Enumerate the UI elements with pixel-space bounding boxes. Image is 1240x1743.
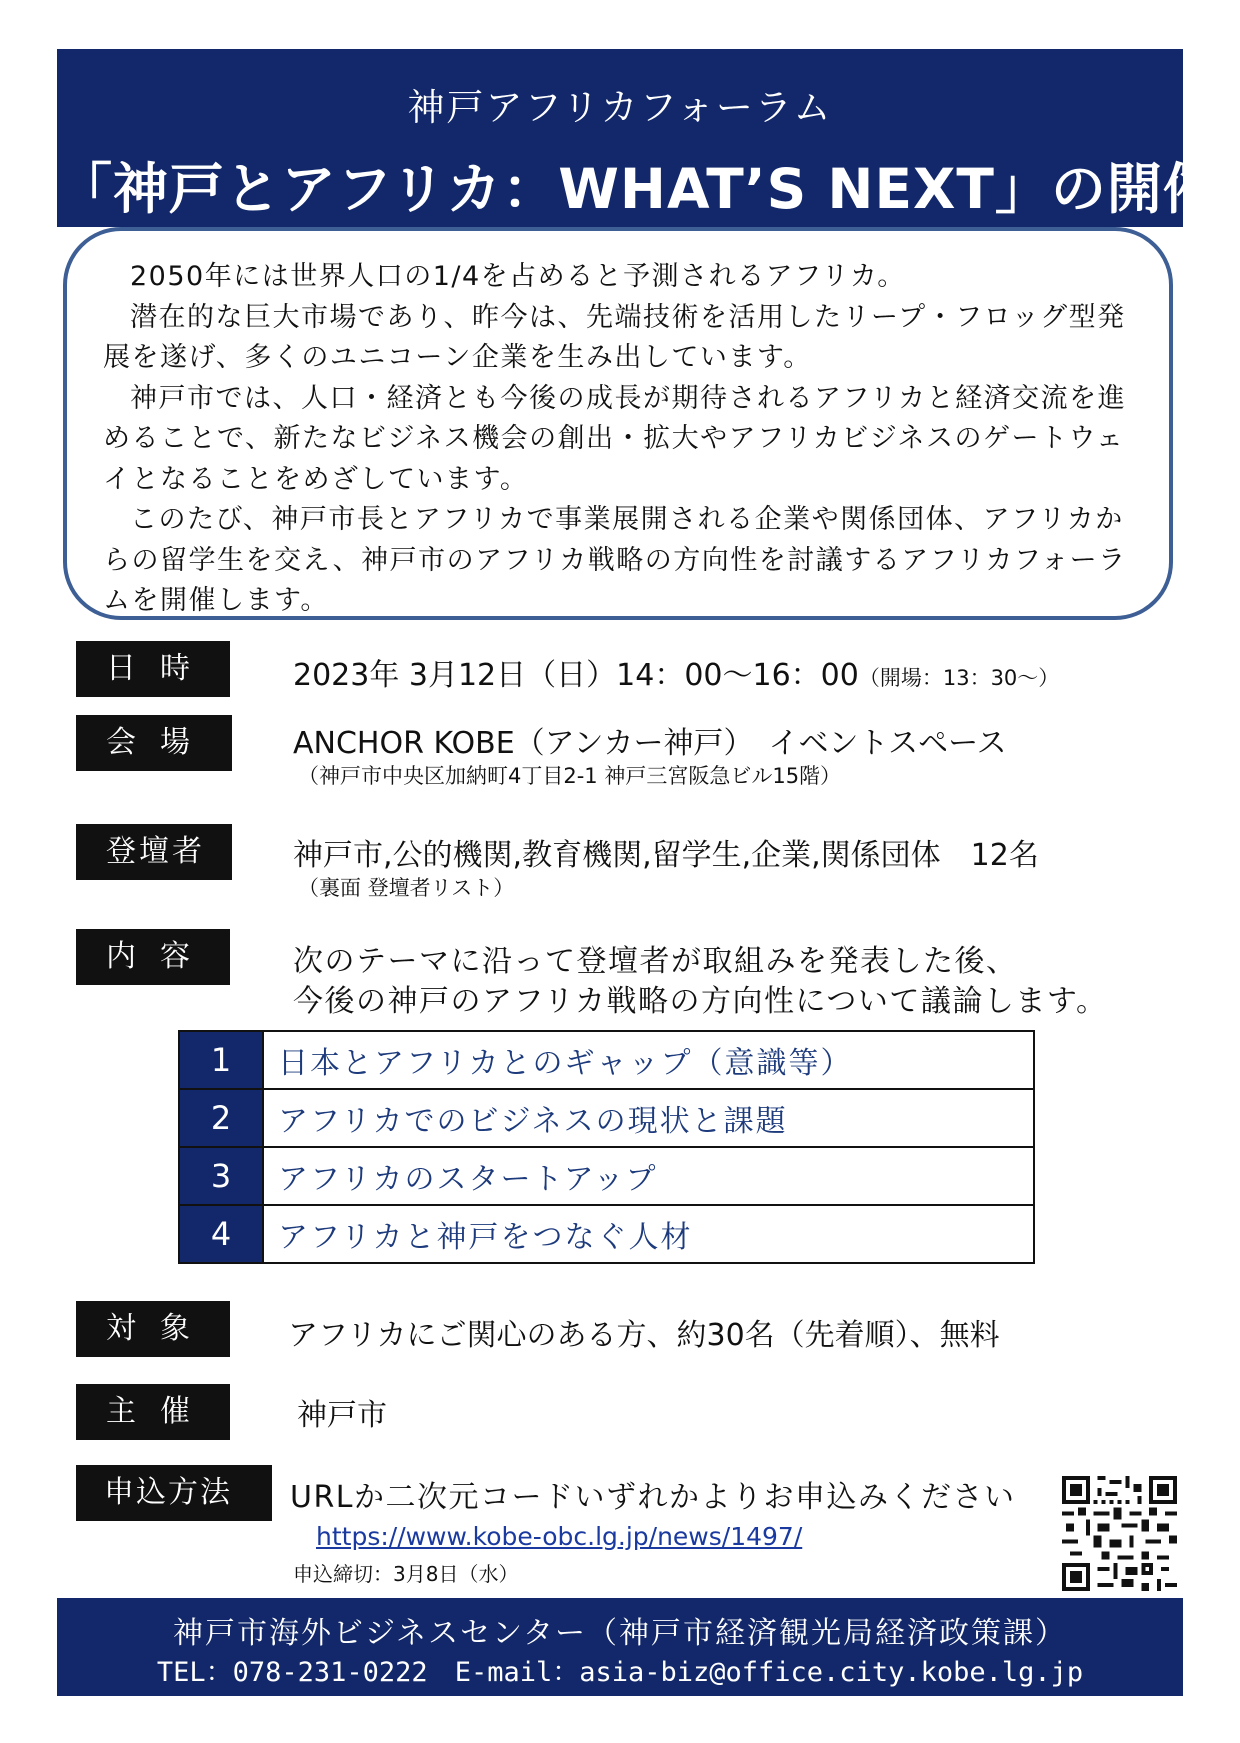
table-row [179, 1147, 1034, 1205]
topic-number: 1 [179, 1031, 263, 1089]
application-deadline: 申込締切：3月8日（水） [293, 1562, 519, 1586]
event-subtitle: 神戸アフリカフォーラム [407, 86, 833, 129]
intro-paragraph: このたび、神戸市長とアフリカで事業展開される企業や関係団体、アフリカからの留学生を交え、神戸市のアフリカ戦略の方向性を討議するアフリカフォーラムを開催します。 [103, 504, 1127, 616]
topic-number: 4 [179, 1205, 263, 1263]
apply-instruction: URLか二次元コードいずれかよりお申込みください [290, 1480, 1016, 1515]
speakers-label: 登壇者 [76, 824, 232, 880]
topic-number: 3 [179, 1147, 263, 1205]
footer-contact-banner [57, 1598, 1183, 1696]
speakers-note: （裏面 登壇者リスト） [298, 876, 515, 900]
topics-table [178, 1030, 1035, 1264]
venue-address: （神戸市中央区加納町4丁目2-1 神戸三宮阪急ビル15階） [298, 764, 842, 788]
target-value: アフリカにご関心のある方、約30名（先着順）、無料 [288, 1318, 1000, 1353]
intro-box [63, 227, 1173, 620]
table-row [179, 1205, 1034, 1263]
intro-paragraph: 2050年には世界人口の1/4を占めると予測されるアフリカ。 [130, 261, 906, 292]
contact-organization: 神戸市海外ビジネスセンター（神戸市経済観光局経済政策課） [173, 1616, 1067, 1651]
speakers-value: 神戸市,公的機関,教育機関,留学生,企業,関係団体 12名 [293, 838, 1039, 873]
organizer-label: 主催 [76, 1384, 230, 1440]
venue-value: ANCHOR KOBE（アンカー神戸） イベントスペース [293, 726, 1007, 761]
contact-details: TEL：078-231-0222 E-mail：asia-biz@office.city.kobe.lg.jp [156, 1657, 1084, 1688]
topic-text: アフリカと神戸をつなぐ人材 [263, 1205, 1034, 1263]
topic-text: 日本とアフリカとのギャップ（意識等） [263, 1031, 1034, 1089]
intro-paragraph: 神戸市では、人口・経済とも今後の成長が期待されるアフリカと経済交流を進めることで、新たなビジネス機会の創出・拡大やアフリカビジネスのゲートウェイとなることをめざしています。 [103, 382, 1127, 495]
topic-number: 2 [179, 1089, 263, 1147]
event-title: 「神戸とアフリカ：WHAT’S NEXT」の開催 [57, 157, 1219, 221]
topic-text: アフリカのスタートアップ [263, 1147, 1034, 1205]
application-url-link[interactable]: https://www.kobe-obc.lg.jp/news/1497/ [316, 1522, 803, 1551]
content-label: 内容 [76, 929, 230, 985]
table-row [179, 1089, 1034, 1147]
topic-text: アフリカでのビジネスの現状と課題 [263, 1089, 1034, 1147]
intro-paragraph: 潜在的な巨大市場であり、昨今は、先端技術を活用したリープ・フロッグ型発展を遂げ、多くのユニコーン企業を生み出しています。 [103, 301, 1126, 373]
content-line-2: 今後の神戸のアフリカ戦略の方向性について議論します。 [293, 984, 1108, 1019]
table-row [179, 1031, 1034, 1089]
venue-label: 会場 [76, 715, 232, 771]
organizer-value: 神戸市 [297, 1398, 387, 1433]
apply-label: 申込方法 [76, 1465, 272, 1521]
opening-time-note: （開場：13：30～） [858, 666, 1060, 690]
target-label: 対象 [76, 1301, 230, 1357]
header-banner [57, 49, 1219, 227]
datetime-value: 2023年 3月12日（日）14：00～16：00（開場：13：30～） [293, 658, 1060, 693]
datetime-label: 日時 [76, 641, 230, 697]
qr-code-icon[interactable] [1062, 1476, 1177, 1591]
content-line-1: 次のテーマに沿って登壇者が取組みを発表した後、 [293, 944, 1018, 979]
